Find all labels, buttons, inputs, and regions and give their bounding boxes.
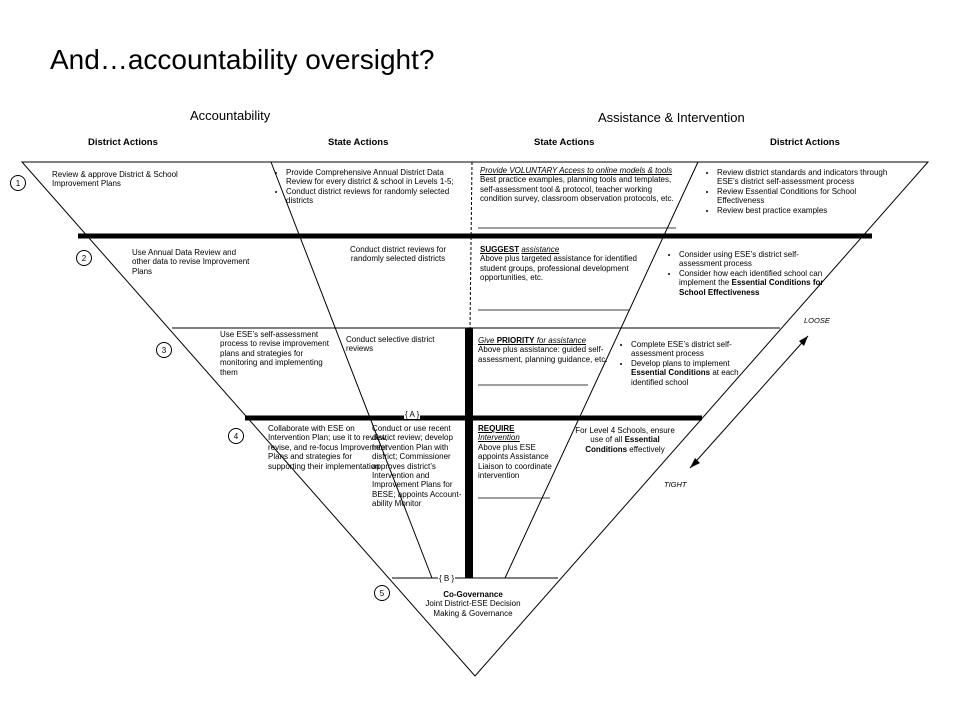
- level-number: 2: [76, 250, 92, 266]
- tight-label: TIGHT: [664, 480, 687, 489]
- level1-district-item: • Review district standards and indicators through ESE’s district self-assessment process: [717, 168, 892, 187]
- level1-assist-body: Best practice examples, planning tools and templates, self-assessment tool & protocol, teacher working condition survey, classroom observation protocols, etc.: [480, 175, 674, 204]
- marker-b: { B }: [439, 574, 455, 583]
- level3-assist-box: Give PRIORITY for assistance Above plus assistance: guided self-assessment, planning guidance, etc.: [478, 336, 618, 364]
- column-state-actions-left: State Actions: [328, 137, 389, 148]
- loose-label: LOOSE: [804, 316, 830, 325]
- level2-assist-heading2: assistance: [521, 245, 560, 254]
- center-dashed-line: [470, 162, 472, 328]
- level3-assist-body: Above plus assistance: guided self-assessment, planning guidance, etc.: [478, 345, 608, 364]
- level4-state-text: Conduct or use recent district review; develop Intervention Plan with district; Commissioner approves district’s Intervention and Improvement Plans for BESE; appoints Account-ability Monitor: [372, 424, 462, 509]
- level2-assist-box: [480, 245, 640, 283]
- center-thick-bar: [465, 328, 473, 578]
- level1-assist-box: [480, 166, 678, 204]
- level5-body: Joint District-ESE Decision Making & Governance: [425, 599, 521, 618]
- level-number: 1: [10, 175, 26, 191]
- marker-a: { A }: [405, 410, 420, 419]
- level-number: 3: [156, 342, 172, 358]
- level2-district-text: Use Annual Data Review and other data to revise Improvement Plans: [132, 248, 250, 276]
- level-number: 5: [374, 585, 390, 601]
- level5-heading: Co-Governance: [443, 590, 503, 599]
- level3-district-list: [620, 340, 752, 387]
- level1-district-item: • Review best practice examples: [717, 206, 892, 215]
- level-number: 4: [228, 428, 244, 444]
- level3-state-text: Conduct selective district reviews: [346, 335, 435, 354]
- level2-state-text: Conduct district reviews for randomly selected districts: [349, 245, 447, 264]
- level2-district-list: [668, 250, 840, 297]
- level1-state-item: • Provide Comprehensive Annual District Data Review for every district & school in Levels 1-5;: [286, 168, 467, 187]
- page-title: And…accountability oversight?: [50, 44, 435, 75]
- column-district-actions-left: District Actions: [88, 137, 158, 148]
- level1-assist-heading: Provide VOLUNTARY Access to online models & tools: [480, 166, 673, 175]
- level2-assist-heading: SUGGEST: [480, 245, 520, 254]
- level3-district-item: • Develop plans to implement Essential Conditions at each identified school: [631, 359, 752, 387]
- level1-district-text: Review & approve District & School Improvement Plans: [52, 170, 178, 189]
- column-district-actions-right: District Actions: [770, 137, 840, 148]
- level4-assist-body: Above plus ESE appoints Assistance Liaison to coordinate intervention: [478, 442, 552, 481]
- column-state-actions-right: State Actions: [534, 137, 595, 148]
- level2-district-item: • Consider how each identified school can implement the Essential Conditions for School Effectiveness: [679, 269, 840, 297]
- level4-district-text-right: For Level 4 Schools, ensure use of all Essential Conditions effectively: [575, 426, 675, 454]
- level2-district-item: • Consider using ESE’s district self-assessment process: [679, 250, 840, 269]
- level1-state-list: [275, 168, 467, 206]
- level4-district-text: Collaborate with ESE on Intervention Plan; use it to review, revise, and re-focus Improvement Plans and strategies for supporting their implementation: [268, 424, 388, 471]
- level3-district-item: • Complete ESE’s district self-assessment process: [631, 340, 752, 359]
- header-assistance: Assistance & Intervention: [598, 110, 745, 125]
- level4-assist-heading: REQUIRE: [478, 424, 515, 433]
- level4-assist-heading2: Intervention: [478, 433, 520, 443]
- level4-assist-box: [478, 424, 554, 480]
- level3-district-text: Use ESE’s self-assessment process to revise improvement plans and strategies for monitoring and implementing them: [220, 330, 329, 377]
- header-accountability: Accountability: [190, 108, 271, 123]
- level1-district-list: [706, 168, 892, 215]
- level5-box: [418, 590, 528, 618]
- level1-district-item: • Review Essential Conditions for School Effectiveness: [717, 187, 892, 206]
- level2-assist-body: Above plus targeted assistance for identified student groups, professional development opportunities, etc.: [480, 254, 637, 283]
- arrow-head-down: [690, 458, 700, 468]
- level1-state-item: • Conduct district reviews for randomly selected districts: [286, 187, 467, 206]
